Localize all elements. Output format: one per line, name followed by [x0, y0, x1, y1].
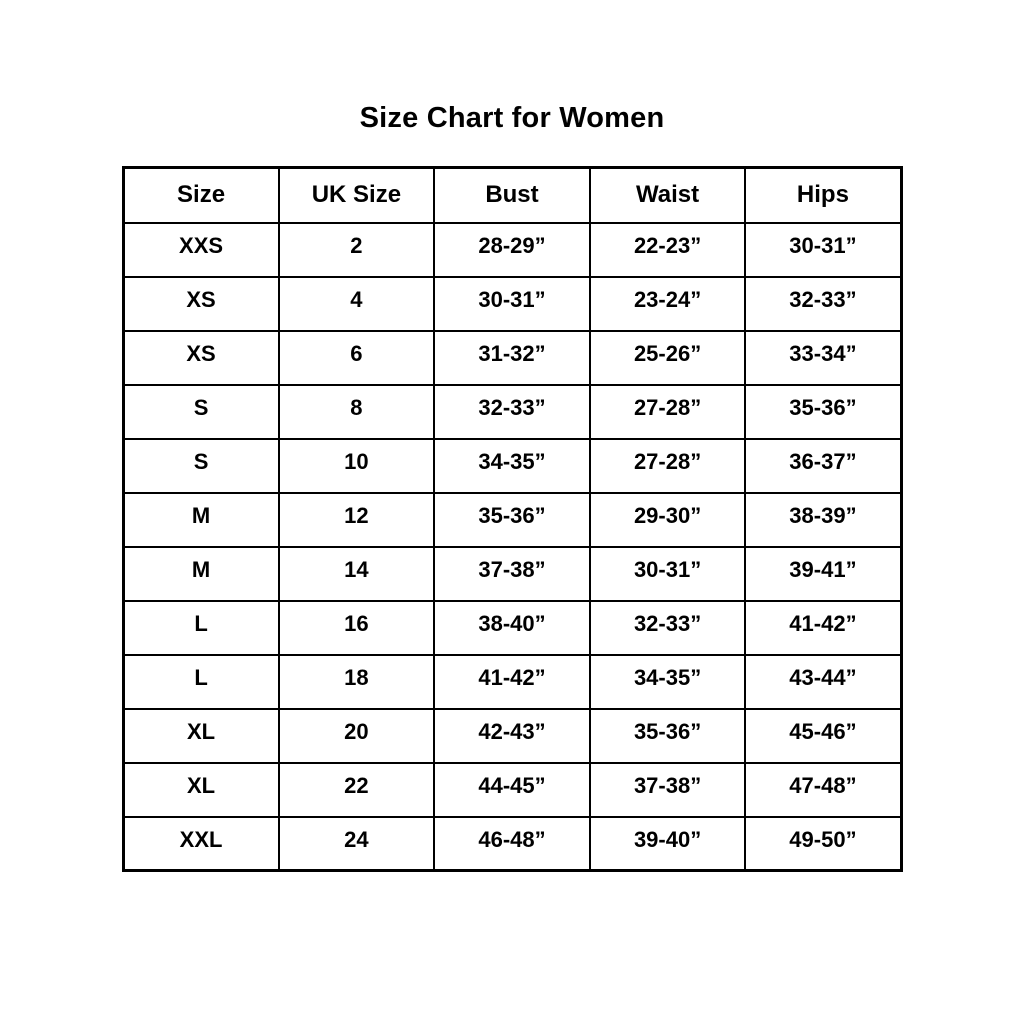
table-cell: 32-33” — [745, 277, 901, 331]
table-cell: 42-43” — [434, 709, 590, 763]
table-row — [123, 817, 901, 871]
table-cell: L — [123, 601, 279, 655]
table-cell: 39-41” — [745, 547, 901, 601]
table-cell: XL — [123, 709, 279, 763]
table-cell: 44-45” — [434, 763, 590, 817]
table-cell: 31-32” — [434, 331, 590, 385]
table-cell: XS — [123, 331, 279, 385]
table-cell: 38-39” — [745, 493, 901, 547]
page-title: Size Chart for Women — [359, 102, 665, 134]
column-header-waist: Waist — [590, 168, 746, 223]
table-cell: 18 — [279, 655, 435, 709]
table-row — [123, 709, 901, 763]
table-cell: 4 — [279, 277, 435, 331]
table-cell: XXS — [123, 223, 279, 277]
table-row — [123, 601, 901, 655]
table-cell: 41-42” — [745, 601, 901, 655]
table-cell: 22 — [279, 763, 435, 817]
table-cell: XS — [123, 277, 279, 331]
table-cell: 33-34” — [745, 331, 901, 385]
table-cell: 10 — [279, 439, 435, 493]
table-cell: 32-33” — [590, 601, 746, 655]
table-cell: 47-48” — [745, 763, 901, 817]
table-cell: 46-48” — [434, 817, 590, 871]
table-cell: 45-46” — [745, 709, 901, 763]
table-cell: 14 — [279, 547, 435, 601]
table-cell: 41-42” — [434, 655, 590, 709]
table-cell: S — [123, 439, 279, 493]
table-cell: 43-44” — [745, 655, 901, 709]
table-row — [123, 385, 901, 439]
table-body — [123, 223, 901, 871]
table-cell: 32-33” — [434, 385, 590, 439]
table-row — [123, 493, 901, 547]
table-cell: XXL — [123, 817, 279, 871]
table-cell: 30-31” — [590, 547, 746, 601]
column-header-uk-size: UK Size — [279, 168, 435, 223]
table-cell: 38-40” — [434, 601, 590, 655]
table-cell: 16 — [279, 601, 435, 655]
table-cell: 2 — [279, 223, 435, 277]
table-header — [123, 168, 901, 223]
table-cell: 27-28” — [590, 439, 746, 493]
table-cell: 34-35” — [434, 439, 590, 493]
table-cell: 49-50” — [745, 817, 901, 871]
table-row — [123, 439, 901, 493]
header-row — [123, 168, 901, 223]
table-cell: 27-28” — [590, 385, 746, 439]
table-row — [123, 547, 901, 601]
column-header-hips: Hips — [745, 168, 901, 223]
table-row — [123, 223, 901, 277]
table-cell: 35-36” — [434, 493, 590, 547]
table-cell: 39-40” — [590, 817, 746, 871]
table-cell: L — [123, 655, 279, 709]
table-cell: 23-24” — [590, 277, 746, 331]
table-cell: M — [123, 547, 279, 601]
table-row — [123, 655, 901, 709]
column-header-bust: Bust — [434, 168, 590, 223]
table-cell: 34-35” — [590, 655, 746, 709]
table-cell: 35-36” — [745, 385, 901, 439]
table-row — [123, 277, 901, 331]
table-cell: 24 — [279, 817, 435, 871]
table-cell: 30-31” — [434, 277, 590, 331]
column-header-size: Size — [123, 168, 279, 223]
table-row — [123, 763, 901, 817]
table-cell: 37-38” — [434, 547, 590, 601]
table-cell: 29-30” — [590, 493, 746, 547]
table-cell: 28-29” — [434, 223, 590, 277]
table-cell: 6 — [279, 331, 435, 385]
table-cell: 20 — [279, 709, 435, 763]
table-cell: 8 — [279, 385, 435, 439]
table-cell: XL — [123, 763, 279, 817]
table-cell: 36-37” — [745, 439, 901, 493]
table-cell: M — [123, 493, 279, 547]
size-chart-table — [122, 166, 903, 872]
table-cell: 37-38” — [590, 763, 746, 817]
table-cell: 25-26” — [590, 331, 746, 385]
table-cell: S — [123, 385, 279, 439]
table-cell: 12 — [279, 493, 435, 547]
table-row — [123, 331, 901, 385]
table-cell: 22-23” — [590, 223, 746, 277]
table-cell: 35-36” — [590, 709, 746, 763]
table-cell: 30-31” — [745, 223, 901, 277]
